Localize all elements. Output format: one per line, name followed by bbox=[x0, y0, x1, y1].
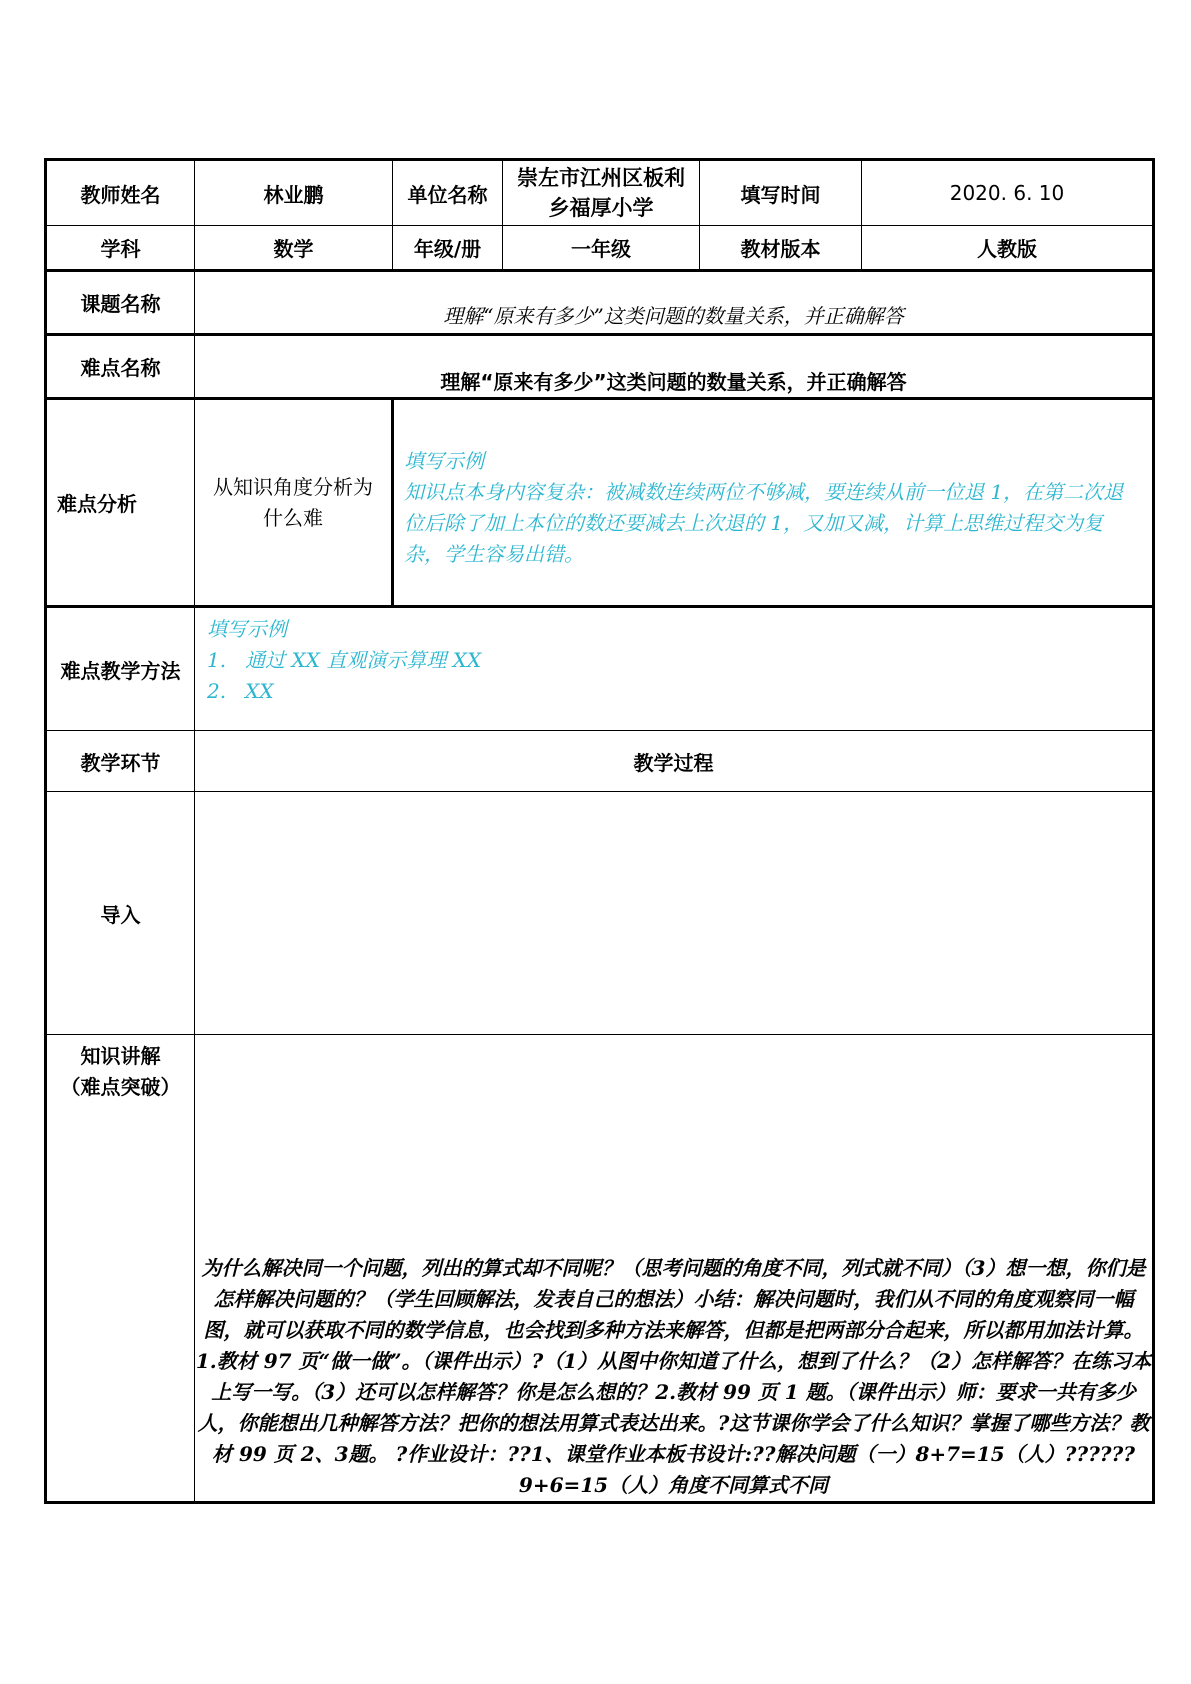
header-row-2 bbox=[46, 226, 1154, 271]
method-row bbox=[46, 607, 1154, 731]
process-label: 教学过程 bbox=[195, 731, 1154, 792]
unit-value: 崇左市江州区板利乡福厚小学 bbox=[503, 160, 700, 226]
edition-label: 教材版本 bbox=[700, 226, 862, 271]
subject-label: 学科 bbox=[46, 226, 195, 271]
grade-label: 年级/册 bbox=[393, 226, 503, 271]
knowledge-label-line2: （难点突破） bbox=[60, 1075, 181, 1099]
analysis-example-text: 知识点本身内容复杂：被减数连续两位不够减，要连续从前一位退 1，在第二次退位后除了加上本位的数还要减去上次退的 1，又加又减，计算上思维过程交为复杂，学生容易出错。 bbox=[404, 480, 1124, 566]
method-item-1: 1. 通过 XX 直观演示算理 XX bbox=[207, 648, 482, 672]
method-content bbox=[195, 607, 1154, 731]
knowledge-row bbox=[46, 1035, 1154, 1503]
intro-content bbox=[195, 792, 1154, 1035]
difficulty-row bbox=[46, 335, 1154, 399]
process-header-row bbox=[46, 731, 1154, 792]
header-row-1 bbox=[46, 160, 1154, 226]
teacher-value: 林业鹏 bbox=[195, 160, 393, 226]
difficulty-value: 理解“原来有多少”这类问题的数量关系，并正确解答 bbox=[195, 335, 1154, 399]
knowledge-content: 为什么解决同一个问题，列出的算式却不同呢？（思考问题的角度不同，列式就不同）（3）想一想，你们是怎样解决问题的？（学生回顾解法，发表自己的想法）小结：解决问题时，我们从不同的角度观察同一幅图，就可以获取不同的数学信息，也会找到多种方法来解答，但都是把两部分合起来，所以都用加法计算。1.教材 97 页“做一做”。（课件出示）?（1）从图中你知道了什么，想到了什么？（2）怎样解答？在练习本上写一写。（3）还可以怎样解答？你是怎么想的？2.教材 99 页 1 题。（课件出示）师：要求一共有多少人，你能想出几种解答方法？把你的想法用算式表达出来。?这节课你学会了什么知识？掌握了哪些方法？教材 99 页 2、3题。 ?作业设计：??1、课堂作业本板书设计:??解决问题（一）8+7=15（人）??????9+6=15（人）角度不同算式不同 bbox=[195, 1035, 1154, 1503]
lesson-table bbox=[44, 158, 1155, 1504]
knowledge-label bbox=[46, 1035, 195, 1503]
topic-value: 理解“原来有多少”这类问题的数量关系，并正确解答 bbox=[195, 271, 1154, 335]
analysis-sub-label: 从知识角度分析为什么难 bbox=[195, 399, 393, 607]
edition-value: 人教版 bbox=[862, 226, 1154, 271]
date-value: 2020. 6. 10 bbox=[862, 160, 1154, 226]
analysis-row bbox=[46, 399, 1154, 607]
method-example-title: 填写示例 bbox=[207, 617, 287, 641]
stage-label: 教学环节 bbox=[46, 731, 195, 792]
topic-label: 课题名称 bbox=[46, 271, 195, 335]
teacher-label: 教师姓名 bbox=[46, 160, 195, 226]
intro-label: 导入 bbox=[46, 792, 195, 1035]
unit-label: 单位名称 bbox=[393, 160, 503, 226]
intro-row bbox=[46, 792, 1154, 1035]
analysis-label: 难点分析 bbox=[46, 399, 195, 607]
topic-row bbox=[46, 271, 1154, 335]
analysis-example bbox=[394, 400, 1152, 570]
lesson-form bbox=[44, 158, 1152, 1504]
date-label: 填写时间 bbox=[700, 160, 862, 226]
analysis-example-title: 填写示例 bbox=[404, 449, 484, 473]
knowledge-label-line1: 知识讲解 bbox=[80, 1044, 161, 1068]
method-item-2: 2. XX bbox=[207, 679, 274, 703]
analysis-content bbox=[393, 399, 1154, 607]
subject-value: 数学 bbox=[195, 226, 393, 271]
method-label: 难点教学方法 bbox=[46, 607, 195, 731]
difficulty-label: 难点名称 bbox=[46, 335, 195, 399]
grade-value: 一年级 bbox=[503, 226, 700, 271]
method-example bbox=[195, 608, 1152, 713]
